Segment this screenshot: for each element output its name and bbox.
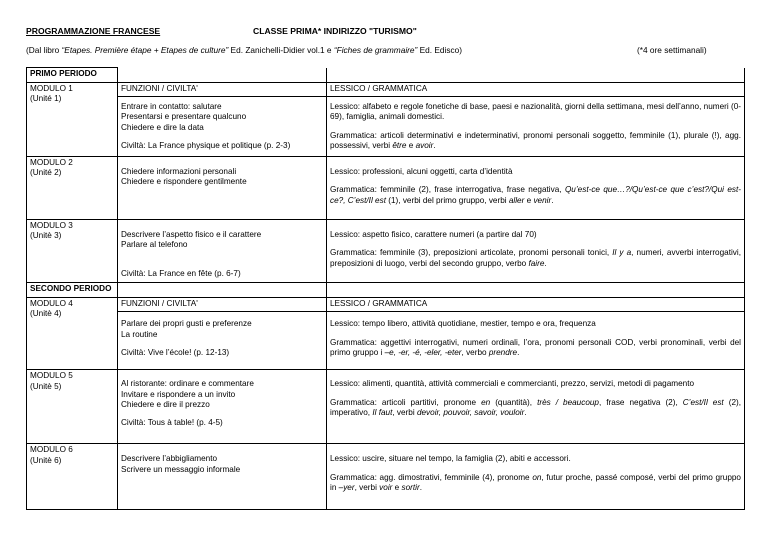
lessico-cell <box>327 97 745 157</box>
module-row <box>27 444 745 510</box>
lessico-cell <box>327 444 745 510</box>
book2-title: “Fiches de grammaire” <box>333 45 418 55</box>
grammatica-text: Grammatica: femminile (2), frase interrogativa, frase negativa, Qu’est-ce que…?/Qu’est-ce que c’est?/Qui est-ce?, C’est/Il est (1), verbi del primo gruppo, verbi aller e venir. <box>330 185 741 205</box>
col-header-funzioni: FUNZIONI / CIVILTA' <box>118 298 327 312</box>
module-unit: (Unité 1) <box>30 94 62 104</box>
lessico-cell <box>327 220 745 283</box>
module-cell <box>27 370 118 444</box>
lessico-cell <box>327 312 745 370</box>
funzione-item: Descrivere l’aspetto fisico e il carattere <box>121 230 262 240</box>
funzione-item: Descrivere l’abbigliamento <box>121 454 218 464</box>
source-note <box>26 45 462 55</box>
funzione-item: Invitare e rispondere a un invito <box>121 389 236 399</box>
column-header-row <box>27 83 745 97</box>
module-cell <box>27 157 118 220</box>
funzioni-cell <box>118 157 327 220</box>
lessico-cell <box>327 157 745 220</box>
module-cell <box>27 298 118 370</box>
module-cell <box>27 83 118 157</box>
funzione-item: Presentarsi e presentare qualcuno <box>121 112 247 122</box>
funzione-item: Parlare dei propri gusti e preferenze <box>121 319 252 329</box>
grammatica-text: Grammatica: articoli determinativi e indeterminativi, pronomi personali soggetto, femminile (1), plurale (!), agg. possessivi, verbi être e avoir. <box>330 130 741 150</box>
col-header-funzioni: FUNZIONI / CIVILTA' <box>118 83 327 97</box>
module-name: MODULO 5 <box>30 371 73 381</box>
class-label: CLASSE PRIMA* INDIRIZZO "TURISMO" <box>253 26 417 36</box>
module-row <box>27 312 745 370</box>
funzione-item: Al ristorante: ordinare e commentare <box>121 379 254 389</box>
period-label: PRIMO PERIODO <box>27 68 118 83</box>
source-prefix: (Dal libro <box>26 45 62 55</box>
module-row <box>27 370 745 444</box>
module-name: MODULO 1 <box>30 84 73 93</box>
module-name: MODULO 2 <box>30 158 73 168</box>
lessico-text: Lessico: uscire, situare nel tempo, la famiglia (2), abiti e accessori. <box>330 454 571 464</box>
funzione-item: Entrare in contatto: salutare <box>121 102 222 112</box>
source-suffix: Ed. Edisco) <box>417 45 463 55</box>
civilta-text: Civiltà: Tous à table! (p. 4-5) <box>121 418 223 428</box>
period-label: SECONDO PERIODO <box>27 283 118 298</box>
source-mid: Ed. Zanichelli-Didier vol.1 e <box>228 45 334 55</box>
civilta-text: Civiltà: La France physique et politique (p. 2-3) <box>121 140 291 150</box>
module-unit: (Unitè 4) <box>30 309 62 319</box>
funzione-item: La routine <box>121 329 158 339</box>
funzione-item: Chiedere e rispondere gentilmente <box>121 177 247 187</box>
column-header-row <box>27 298 745 312</box>
document-title: PROGRAMMAZIONE FRANCESE <box>26 26 161 36</box>
lessico-text: Lessico: aspetto fisico, carattere numeri (a partire dal 70) <box>330 230 537 240</box>
grammatica-text: Grammatica: aggettivi interrogativi, numeri ordinali, l’ora, pronomi personali COD, verbi pronominali, verbi del primo gruppo i –e, -er, -é, -eler, -eter, verbo prendre. <box>330 337 741 357</box>
grammatica-text: Grammatica: agg. dimostrativi, femminile (4), pronome on, futur proche, passé composé, verbi del primo gruppo in –yer, verbi voir e sortir. <box>330 472 741 492</box>
module-unit: (Unitè 6) <box>30 455 62 465</box>
period-row <box>27 68 745 83</box>
module-name: MODULO 3 <box>30 221 73 231</box>
lessico-text: Lessico: alfabeto e regole fonetiche di base, paesi e nazionalità, giorni della settimana, mesi dell’anno, numeri (0-69), famiglia, animali domestici. <box>330 102 741 122</box>
hours-note: (*4 ore settimanali) <box>637 45 707 55</box>
civilta-text: Civiltà: Vive l’école! (p. 12-13) <box>121 347 230 357</box>
lessico-text: Lessico: alimenti, quantità, attività commerciali e commercianti, prezzo, servizi, metodi di pagamento <box>330 379 695 389</box>
module-unit: (Unité 2) <box>30 168 62 178</box>
book1-title: “Etapes. Première étape + Etapes de culture” <box>61 45 229 55</box>
grammatica-text: Grammatica: femminile (3), preposizioni articolate, pronomi personali tonici, Il y a, numeri, avverbi interrogativi, preposizioni di luogo, verbi del secondo gruppo, verbo faire. <box>330 248 741 268</box>
funzione-item: Scrivere un messaggio informale <box>121 464 241 474</box>
civilta-text: Civiltà: La France en fête (p. 6-7) <box>121 268 241 278</box>
module-cell <box>27 444 118 510</box>
funzione-item: Chiedere informazioni personali <box>121 167 237 177</box>
module-name: MODULO 6 <box>30 445 73 455</box>
funzioni-cell <box>118 312 327 370</box>
funzioni-cell <box>118 370 327 444</box>
funzione-item: Chiedere e dire la data <box>121 122 204 132</box>
lessico-text: Lessico: tempo libero, attività quotidiane, mestier, tempo e ora, frequenza <box>330 319 596 329</box>
funzione-item: Chiedere e dire il prezzo <box>121 399 210 409</box>
module-row <box>27 220 745 283</box>
module-row <box>27 157 745 220</box>
module-unit: (Unitè 5) <box>30 381 62 391</box>
funzioni-cell <box>118 220 327 283</box>
period-row <box>27 283 745 298</box>
funzione-item: Parlare al telefono <box>121 240 188 250</box>
module-cell <box>27 220 118 283</box>
funzioni-cell <box>118 444 327 510</box>
lessico-text: Lessico: professioni, alcuni oggetti, carta d’identità <box>330 167 513 177</box>
col-header-lessico: LESSICO / GRAMMATICA <box>327 298 745 312</box>
module-name: MODULO 4 <box>30 299 73 309</box>
module-row <box>27 97 745 157</box>
programme-table <box>26 67 745 510</box>
col-header-lessico: LESSICO / GRAMMATICA <box>327 83 745 97</box>
grammatica-text: Grammatica: articoli partitivi, pronome en (quantità), très / beaucoup, frase negativa (2), C’est/Il est (2), imperativo, Il faut, verbi devoir, pouvoir, savoir, vouloir. <box>330 397 741 417</box>
funzioni-cell <box>118 97 327 157</box>
module-unit: (Unitè 3) <box>30 231 62 241</box>
lessico-cell <box>327 370 745 444</box>
